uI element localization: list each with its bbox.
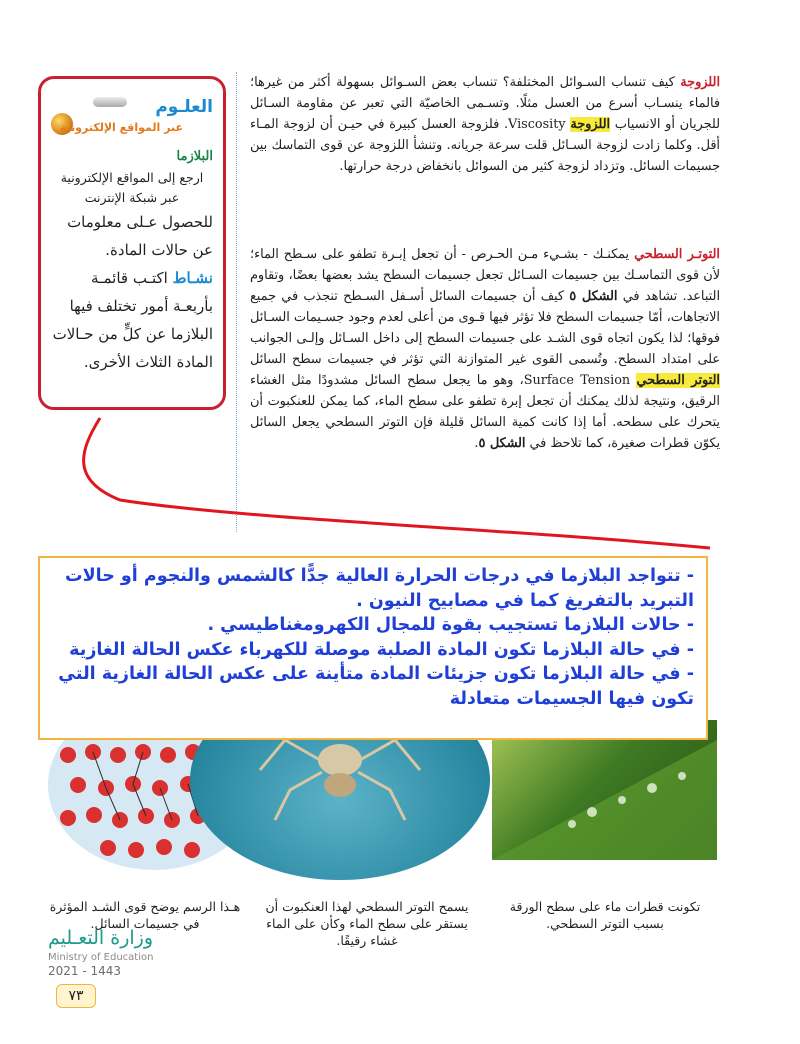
para2-text-b: كيف أن جسيمات السائل أسـفل السـطح تنجذب في جميع الاتجاهات، أمّا جسيمات السطح فلا تؤثر فيها قـوى من أعلى لعدم وجود جسـيمات السـائل فوقها؛ لذا يكون اتجاه قوى الشـد على جسيمات السطح إلى داخل السـائل وإلـى الجوانب على امتداد السطح. وتُسمى القوى غير المتوازنة التي تؤثر في جسيمات سطح السائل	[250, 289, 720, 367]
paragraph-surface-tension	[250, 244, 720, 454]
activity-text: اكتـب قائمـة بأربعـة أمور تختلف فيها البلازما عن كلٍّ من حـالات المادة الثلاث الأخرى.	[52, 269, 213, 371]
note-line-1: - تتواجد البلازما في درجات الحرارة العالية جدًّا كالشمس والنجوم أو حالات التبريد بالتفريغ كما في مصابيح النيون .	[65, 566, 694, 611]
figure-ref-1: الشكل ٥	[569, 289, 618, 304]
note-line-3: - في حالة البلازما تكون المادة الصلبة موصلة للكهرباء عكس الحالة الغازية	[69, 639, 694, 660]
sidebar-heading: البلازما	[176, 149, 213, 164]
caption-spider: يسمح التوتر السطحي لهذا العنكبوت أن يستقر على سطح الماء وكأن على الماء غشاء رقيقًا.	[265, 899, 469, 948]
column-divider	[236, 72, 237, 532]
sidebar-body	[51, 149, 213, 376]
para2-text-a: يمكنـك - بشـيء مـن الحـرص - أن تجعل إبـرة تطفو على سـطح الماء؛ لأن قوى التماسـك بين جسيمات السـائل تجعل جسيمات السطح يشد بعضها بعضًا، وتقاوم التباعد. تشاهد في	[250, 247, 720, 304]
science-online-logo	[49, 85, 219, 135]
caption-leaf: تكونت قطرات ماء على سطح الورقة بسبب التوتر السطحي.	[509, 899, 701, 931]
sidebar-line-2: للحصول عـلى معلومات عن حالات المادة.	[67, 213, 213, 259]
sidebar-line-1: ارجع إلى المواقع الإلكترونية عبر شبكة الإنترنت	[60, 170, 204, 205]
highlight-surface-tension: التوتر السطحي	[636, 373, 720, 388]
figure-ref-2: الشكل ٥	[478, 436, 526, 451]
para2-text-c: Surface Tension، وهو ما يجعل سطح السائل مشدودًا مثل الغشاء الرقيق، ونتيجة لذلك يمكنك أن تجعل إبرة تطفو على سطح الماء، كما يمكن للعنكبوت أن يتحرك على سطحه. أما إذا كانت كمية السائل قليلة فإن التوتر السطحي يجعل السائل يكوّن قطرات صغيرة، كما تلاحظ في	[250, 373, 720, 451]
page-number: ٧٣	[56, 984, 96, 1008]
highlight-viscosity: اللزوجة	[570, 117, 611, 132]
plasma-notes-box	[38, 556, 708, 740]
term-surface-tension: التوتـر السطحي	[634, 247, 720, 262]
plug-icon	[93, 97, 127, 107]
sidebar-box-plasma	[38, 76, 226, 410]
ministry-english: Ministry of Education	[48, 952, 154, 963]
term-viscosity: اللزوجة	[680, 75, 720, 90]
logo-subtitle: عبر المواقع الإلكترونية	[59, 121, 183, 134]
note-line-4: - في حالة البلازما تكون جزيئات المادة متأينة على عكس الحالة الغازية التي تكون فيها الجسيمات متعادلة	[58, 664, 694, 709]
ministry-arabic: وزارة التعـليم	[48, 927, 154, 949]
note-line-2: - حالات البلازما تستجيب بقوة للمجال الكهرومغناطيسي .	[207, 615, 694, 635]
caption-particles: هـذا الرسم يوضح قوى الشـد المؤثرة في جسيمات السائل.	[49, 899, 241, 931]
ministry-watermark	[48, 882, 168, 977]
para2-text-d: .	[474, 436, 479, 451]
para1-text-a: كيف تنساب السـوائل المختلفة؟ تنساب بعض السـوائل بسهولة أكثر من غيرها؛ فالماء ينسـاب أسرع من العسل مثلًا. وتسـمى الخاصيّة التي تعبر عن مقاومة السـائل للجريان أو الانسياب	[250, 75, 720, 132]
paragraph-viscosity	[250, 72, 720, 177]
para1-text-b: Viscosity. فلزوجة العسل كبيرة في حيـن أن لزوجة المـاء أقل. وكلما زادت لزوجة السـائل قلت سرعة جريانه. وتنشأ اللزوجة عن قوى التماسك بين جسيمات السائل. وتزداد لزوجة كثير من السوائل بانخفاض درجة حرارتها.	[250, 117, 720, 174]
ministry-year: 2021 - 1443	[48, 964, 122, 978]
logo-title: العلـوم	[155, 97, 213, 117]
activity-label: نشـاط	[172, 269, 213, 287]
leaf-water-drops-photo	[492, 720, 717, 860]
sidebar-activity	[51, 264, 213, 376]
